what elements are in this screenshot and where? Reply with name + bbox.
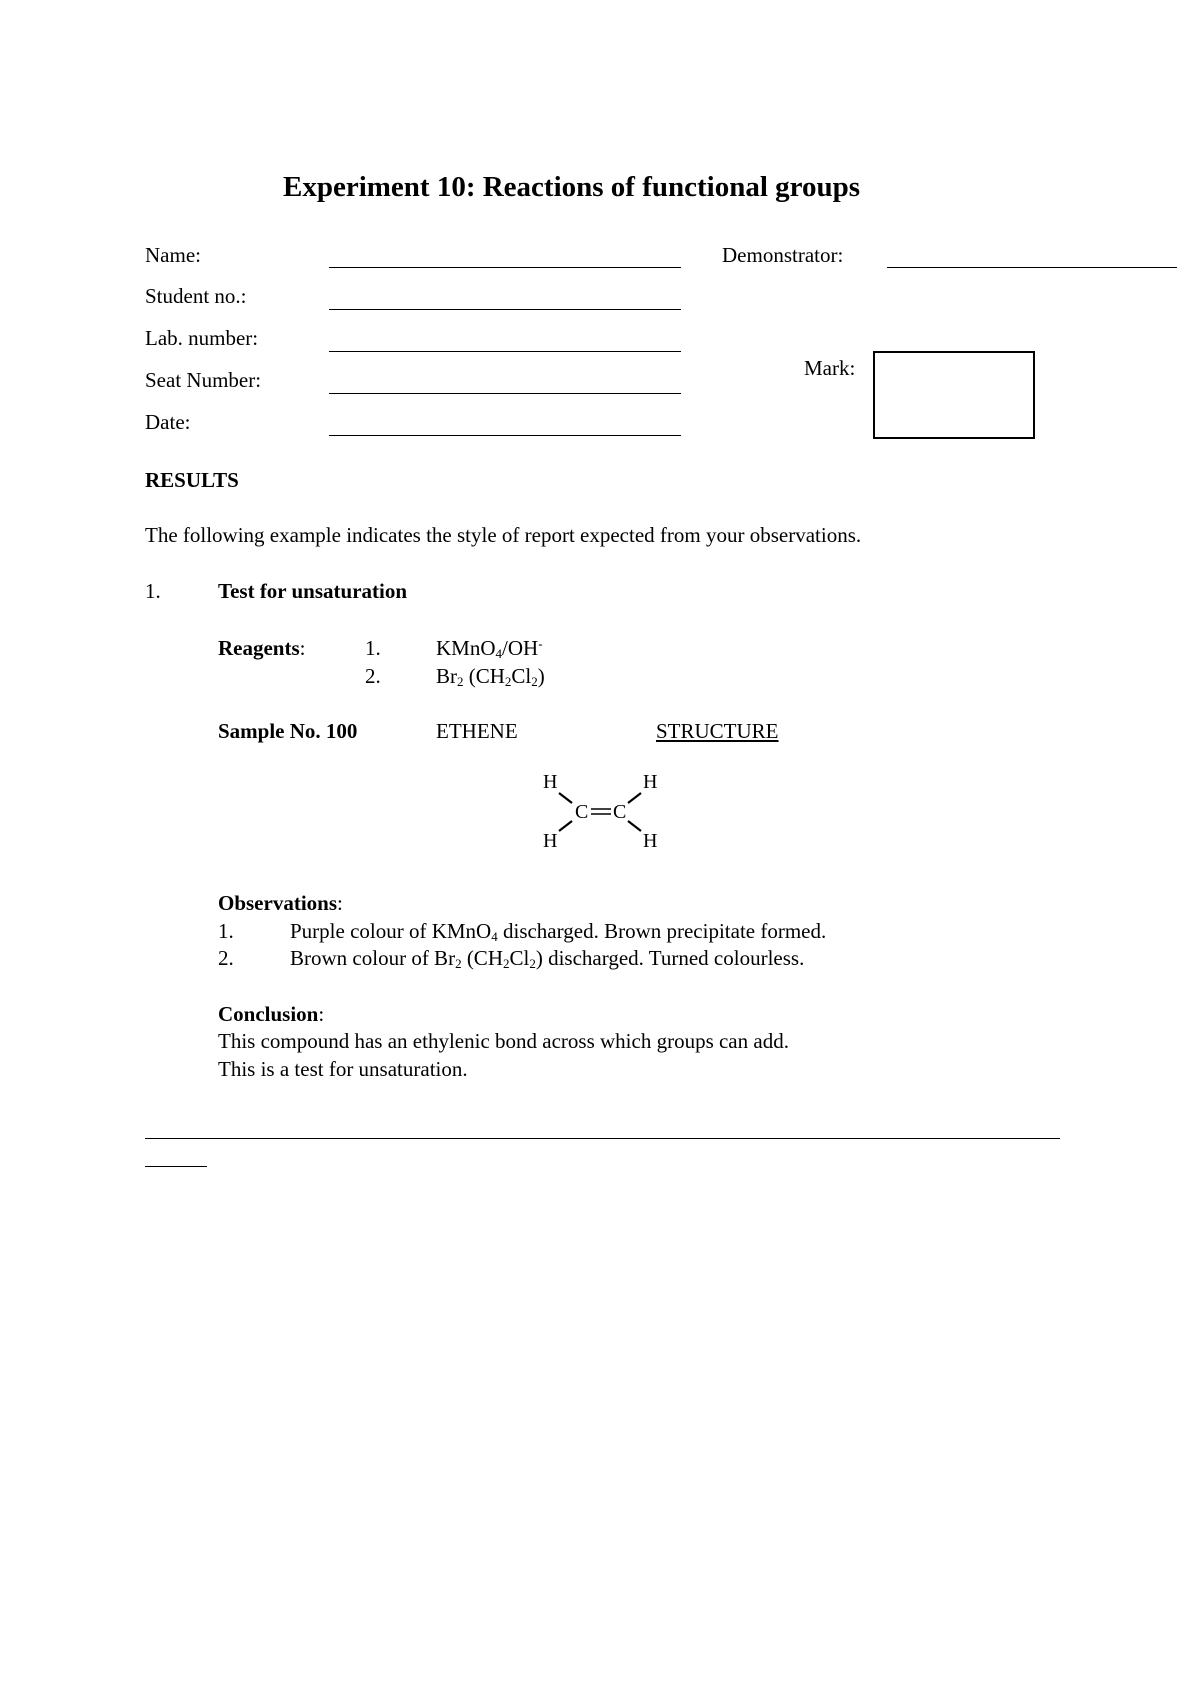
demonstrator-label: Demonstrator: (722, 243, 844, 267)
page-title: Experiment 10: Reactions of functional groups (283, 171, 861, 203)
observation-number: 2. (218, 946, 234, 970)
results-heading: RESULTS (145, 468, 239, 492)
separator-line-short (145, 1166, 207, 1167)
compound-name: ETHENE (436, 719, 518, 743)
reagents-label (218, 636, 306, 661)
reagent-item (436, 664, 545, 690)
structure-label: STRUCTURE (656, 719, 779, 743)
observations-label (218, 891, 343, 916)
reagent-item (436, 636, 543, 662)
subscript: 2 (502, 956, 510, 971)
observations-colon: : (337, 891, 343, 915)
observation-text: discharged. Brown precipitate formed. (497, 919, 827, 943)
mark-label: Mark: (804, 356, 856, 380)
lab-number-label: Lab. number: (145, 326, 259, 350)
name-field[interactable] (329, 267, 681, 268)
conclusion-colon: : (318, 1002, 325, 1026)
observation-text: Brown colour of Br (290, 946, 456, 970)
ethene-structure (535, 768, 675, 858)
date-label: Date: (145, 410, 191, 434)
atom-h-top-right: H (643, 771, 658, 793)
mark-box[interactable] (873, 351, 1035, 439)
subscript: 2 (457, 674, 464, 689)
atom-h-bottom-right: H (643, 830, 658, 852)
atom-c-right: C (613, 801, 627, 823)
bond-h-c (559, 793, 572, 803)
reagent-text: /OH (502, 636, 539, 660)
observation-item (290, 946, 804, 972)
subscript: 4 (491, 929, 498, 944)
reagent-number: 1. (365, 636, 381, 660)
seat-number-field[interactable] (329, 393, 681, 394)
reagent-text: ) (537, 664, 545, 688)
conclusion-label (218, 1002, 324, 1027)
conclusion-line: This is a test for unsaturation. (218, 1057, 468, 1081)
lab-number-field[interactable] (329, 351, 681, 352)
reagent-text: Cl (511, 664, 532, 688)
student-no-field[interactable] (329, 309, 681, 310)
subscript: 2 (529, 956, 536, 971)
demonstrator-field[interactable] (887, 267, 1177, 268)
conclusion-line: This compound has an ethylenic bond across which groups can add. (218, 1029, 789, 1053)
observation-number: 1. (218, 919, 234, 943)
sample-label: Sample No. 100 (218, 719, 358, 743)
bond-h-c (559, 821, 572, 831)
atom-c-left: C (575, 801, 589, 823)
separator-line (145, 1138, 1060, 1139)
reagents-colon: : (299, 636, 306, 660)
observation-text: Cl (509, 946, 530, 970)
observation-item (290, 919, 826, 945)
reagent-text: KMnO (436, 636, 496, 660)
reagent-text: (CH (463, 664, 505, 688)
test-number: 1. (145, 579, 161, 603)
superscript: - (538, 636, 543, 651)
observation-text: Purple colour of KMnO (290, 919, 492, 943)
test-heading: Test for unsaturation (218, 579, 408, 603)
atom-h-bottom-left: H (543, 830, 558, 852)
name-label: Name: (145, 243, 201, 267)
reagents-label-text: Reagents (218, 636, 300, 660)
conclusion-label-text: Conclusion (218, 1002, 319, 1026)
observation-text: (CH (461, 946, 503, 970)
subscript: 2 (531, 674, 538, 689)
student-no-label: Student no.: (145, 284, 247, 308)
atom-h-top-left: H (543, 771, 558, 793)
reagent-text: Br (436, 664, 457, 688)
subscript: 2 (455, 956, 462, 971)
bond-h-c (628, 821, 641, 831)
bond-h-c (628, 793, 641, 803)
intro-text: The following example indicates the style of report expected from your observations. (145, 523, 862, 547)
subscript: 4 (495, 646, 503, 661)
reagent-number: 2. (365, 664, 381, 688)
date-field[interactable] (329, 435, 681, 436)
subscript: 2 (504, 674, 512, 689)
observation-text: ) discharged. Turned colourless. (535, 946, 805, 970)
seat-number-label: Seat Number: (145, 368, 262, 392)
observations-label-text: Observations (218, 891, 338, 915)
